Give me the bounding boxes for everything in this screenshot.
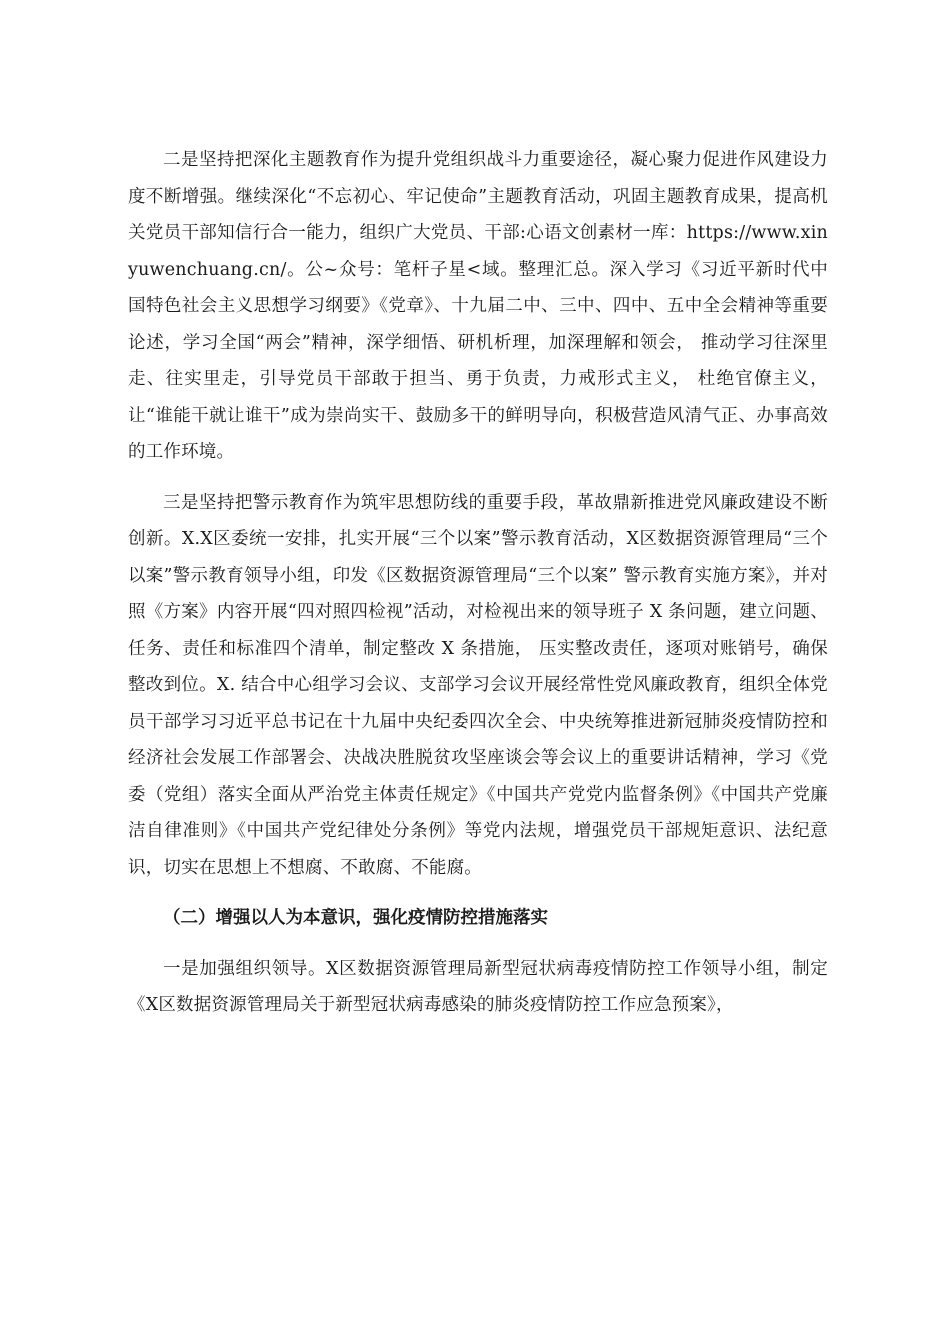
paragraph-organization-leadership: 一是加强组织领导。X区数据资源管理局新型冠状病毒疫情防控工作领导小组，制定《X区数据资源管理局关于新型冠状病毒感染的肺炎疫情防控工作应急预案》，: [128, 958, 828, 1015]
paragraph-warning-education: 三是坚持把警示教育作为筑牢思想防线的重要手段，革故鼎新推进党风廉政建设不断创新。X.X区委统一安排，扎实开展“三个以案”警示教育活动，X区数据资源管理局“三个以案”警示教育领导小组，印发《区数据资源管理局“三个以案” 警示教育实施方案》，并对照《方案》内容开展“四对照四检视”活动，对检视出来的领导班子 X 条问题，建立问题、任务、责任和标准四个清单，制定整改 X 条措施， 压实整改责任，逐项对账销号，确保整改到位。X. 结合中心组学习会议、支部学习会议开展经常性党风廉政教育，组织全体党员干部学习习近平总书记在十九届中央纪委四次全会、中央统筹推进新冠肺炎疫情防控和经济社会发展工作部署会、决战决胜脱贫攻坚座谈会等会议上的重要讲话精神，学习《党委（党组）落实全面从严治党主体责任规定》《中国共产党党内监督条例》《中国共产党廉洁自律准则》《中国共产党纪律处分条例》等党内法规，增强党员干部规矩意识、法纪意识，切实在思想上不想腐、不敢腐、不能腐。: [128, 492, 828, 878]
section-heading: （二）增强以人为本意识，强化疫情防控措施落实: [163, 908, 548, 928]
document-page: [128, 142, 828, 1038]
paragraph-theme-education: 二是坚持把深化主题教育作为提升党组织战斗力重要途径，凝心聚力促进作风建设力度不断增强。继续深化“不忘初心、牢记使命”主题教育活动，巩固主题教育成果，提高机关党员干部知信行合一能力，组织广大党员、干部:心语文创素材一库：https://www.xinyuwenchuang.cn/。公~众号：笔杆子星<域。整理汇总。深入学习《习近平新时代中国特色社会主义思想学习纲要》《党章》、十九届二中、三中、四中、五中全会精神等重要论述，学习全国“两会”精神，深学细悟、研机析理，加深理解和领会， 推动学习往深里走、往实里走，引导党员干部敢于担当、勇于负责，力戒形式主义， 杜绝官僚主义，让“谁能干就让谁干”成为崇尚实干、鼓励多干的鲜明导向，积极营造风清气正、办事高效的工作环境。: [128, 150, 828, 462]
